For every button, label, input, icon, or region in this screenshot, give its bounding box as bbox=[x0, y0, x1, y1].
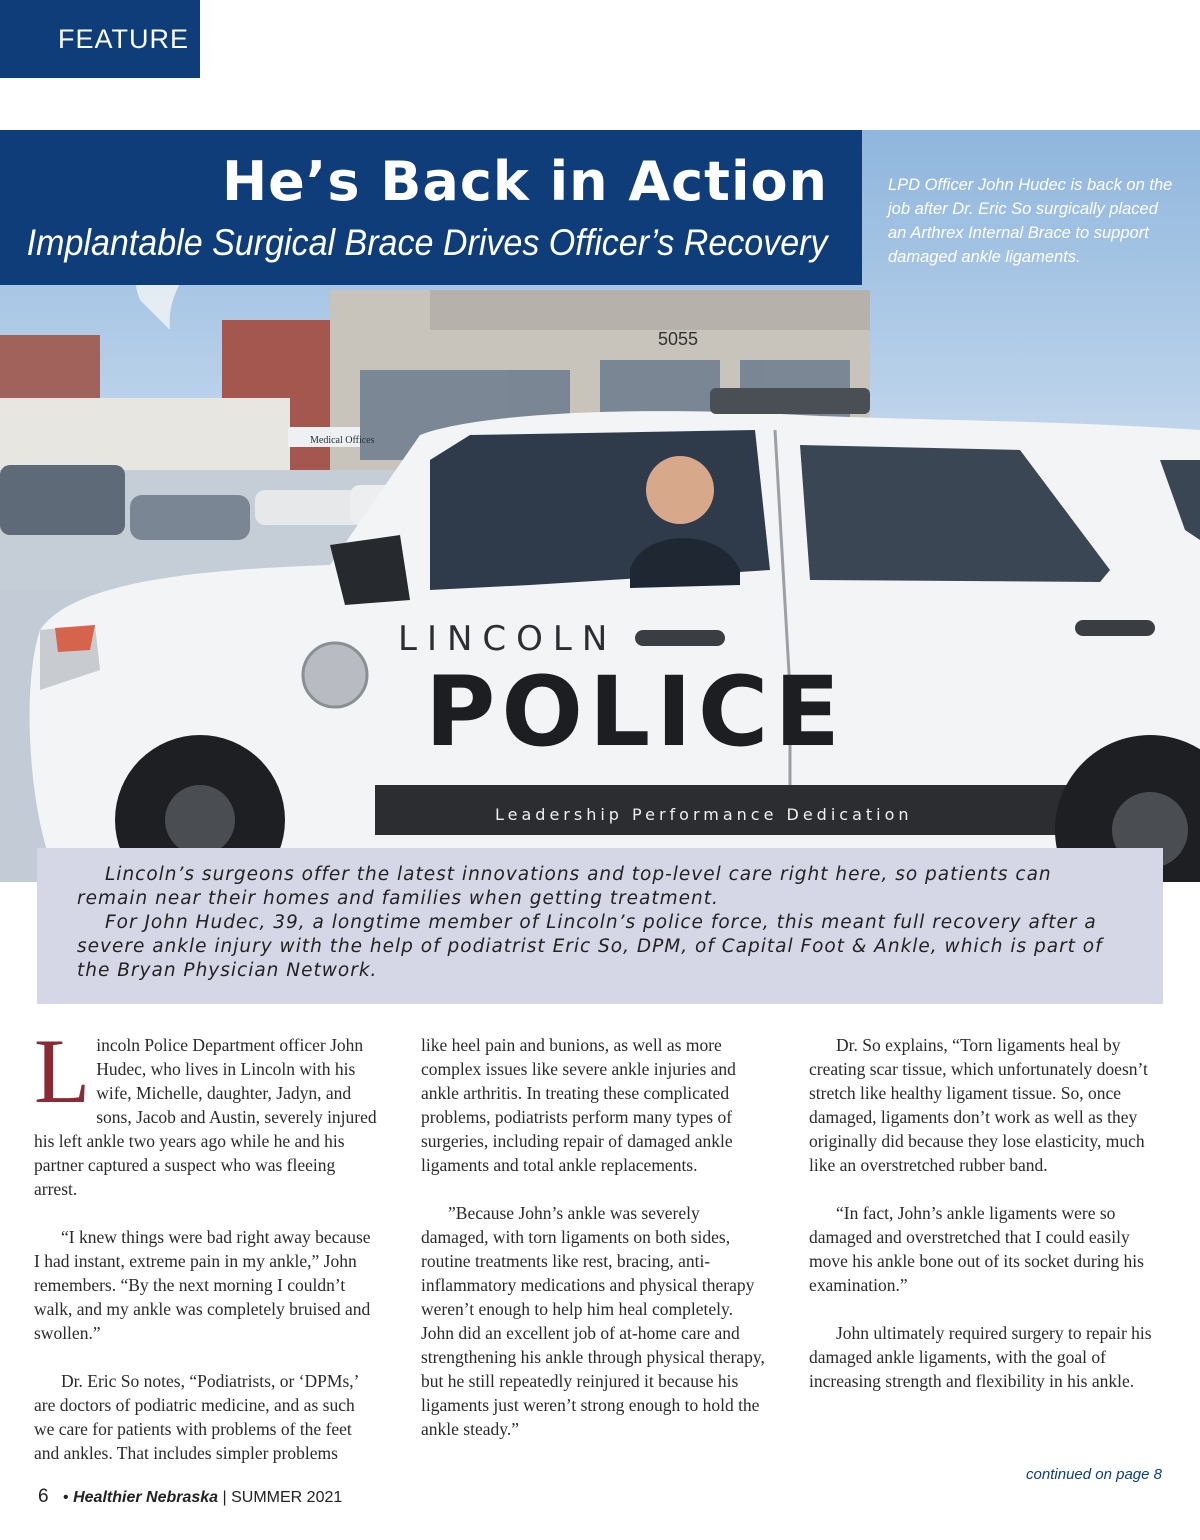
column-3 bbox=[809, 1033, 1164, 1417]
headlight bbox=[55, 625, 95, 652]
body-paragraph: Dr. So explains, “Torn ligaments heal by creating scar tissue, which unfortunately doesn’t stretch like healthy ligament tissue. So, once damaged, ligaments don’t work as well as they originally did because they lose elasticity, much like an overstretched rubber band. bbox=[809, 1035, 1148, 1175]
continued-link[interactable]: continued on page 8 bbox=[1026, 1466, 1162, 1483]
footer-separator: | bbox=[222, 1489, 227, 1506]
body-paragraph: Lincoln Police Department officer John Hudec, who lives in Lincoln with his wife, Michelle, daughter, Jadyn, and sons, Jacob and Austin, severely injured his left ankle two years ago while he and his partner captured a suspect who was fleeing arrest. bbox=[34, 1020, 377, 1199]
body-paragraph: “In fact, John’s ankle ligaments were so damaged and overstretched that I could easily move his ankle bone out of its socket during his examination.” bbox=[809, 1203, 1144, 1295]
body-paragraph: Dr. Eric So notes, “Podiatrists, or ‘DPMs,’ are doctors of podiatric medicine, and as such we care for patients with problems of the feet and ankles. That includes simpler problems bbox=[34, 1371, 359, 1463]
body-paragraph: “I knew things were bad right away because I had instant, extreme pain in my ankle,” John remembers. “By the next morning I couldn’t walk, and my ankle was completely bruised and swollen.” bbox=[34, 1227, 371, 1343]
badge-emblem bbox=[303, 643, 367, 707]
intro-box bbox=[37, 848, 1163, 1004]
section-label: FEATURE bbox=[0, 0, 200, 78]
body-paragraph: ”Because John’s ankle was severely damaged, with torn ligaments on both sides, routine treatments like rest, bracing, anti-inflammatory medications and physical therapy weren’t enough to help him heal completely. John did an excellent job of at-home care and strengthening his ankle through physical therapy, but he still repeatedly reinjured it because his ligaments just weren’t strong enough to hold the ankle steady.” bbox=[421, 1203, 765, 1439]
page-number: 6 bbox=[38, 1486, 49, 1507]
magazine-name: Healthier Nebraska bbox=[73, 1489, 219, 1506]
light-bar bbox=[710, 388, 870, 414]
door-text-main: POLICE bbox=[425, 656, 846, 768]
body-paragraph: like heel pain and bunions, as well as more complex issues like severe ankle injuries and ankle arthritis. In treating these complicated problems, podiatrists perform many types of surgeries, including repair of damaged ankle ligaments and total ankle replacements. bbox=[421, 1035, 736, 1175]
column-1 bbox=[34, 1020, 379, 1489]
photo-caption: LPD Officer John Hudec is back on the job after Dr. Eric So surgically placed an Arthrex Internal Brace to support damaged ankle ligaments. bbox=[888, 176, 1173, 266]
intro-paragraph: Lincoln’s surgeons offer the latest innovations and top-level care right here, so patients can remain near their homes and families when getting treatment. bbox=[77, 864, 1052, 909]
intro-paragraph: For John Hudec, 39, a longtime member of Lincoln’s police force, this meant full recovery after a severe ankle injury with the help of podiatrist Eric So, DPM, of Capital Foot & Ankle, which is part of the Bryan Physician Network. bbox=[77, 912, 1103, 981]
page-footer bbox=[38, 1486, 342, 1508]
building-sign: Medical Offices bbox=[310, 435, 375, 446]
title-banner bbox=[0, 130, 862, 285]
body-paragraph: John ultimately required surgery to repair his damaged ankle ligaments, with the goal of increasing strength and flexibility in his ankle. bbox=[809, 1323, 1152, 1391]
building-white bbox=[0, 398, 290, 473]
column-2 bbox=[421, 1033, 766, 1465]
door-motto: Leadership Performance Dedication bbox=[495, 805, 913, 824]
door-text-top: LINCOLN bbox=[398, 619, 618, 659]
page-title: He’s Back in Action bbox=[221, 150, 828, 213]
drop-cap: L bbox=[34, 1020, 91, 1122]
page-subtitle: Implantable Surgical Brace Drives Officer’s Recovery bbox=[27, 222, 828, 263]
building-number: 5055 bbox=[658, 329, 699, 349]
officer-face bbox=[646, 456, 714, 524]
issue-label: SUMMER 2021 bbox=[231, 1489, 343, 1506]
footer-bullet: • bbox=[63, 1489, 69, 1506]
